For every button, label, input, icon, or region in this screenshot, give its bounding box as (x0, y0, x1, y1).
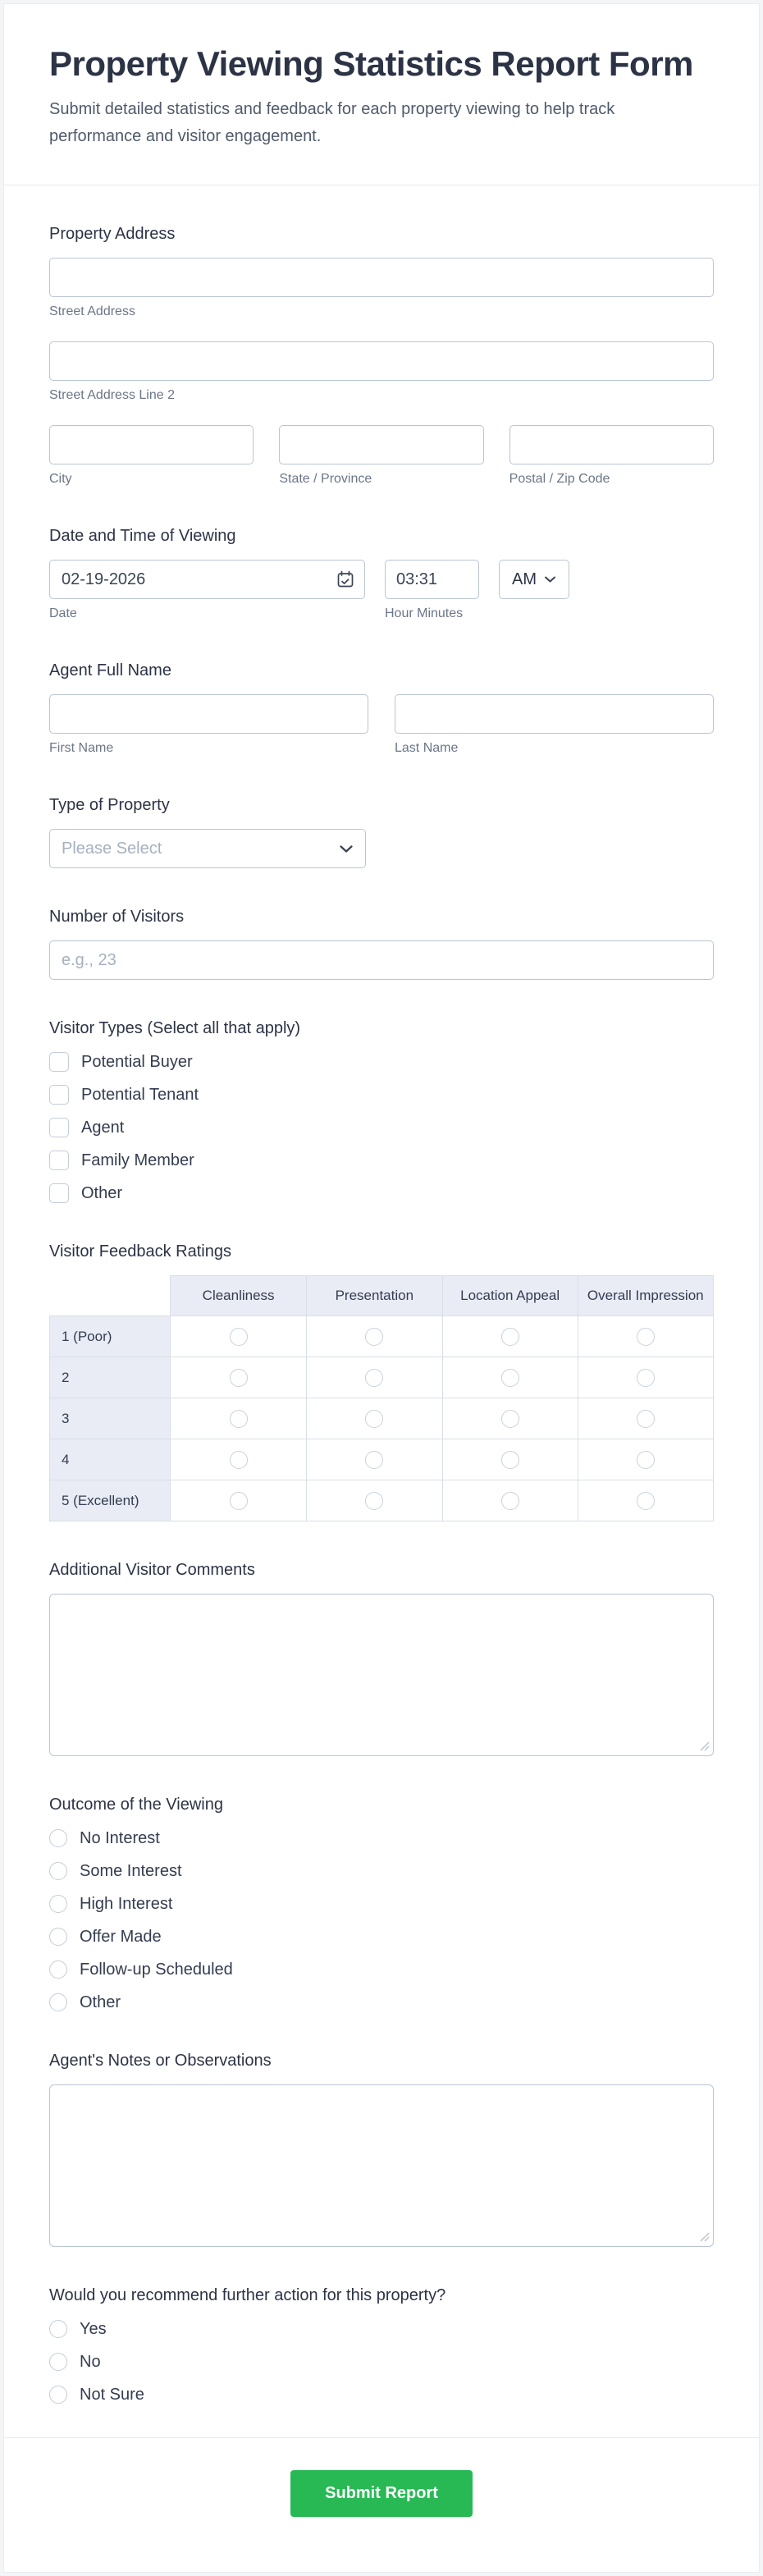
matrix-radio[interactable] (365, 1410, 383, 1428)
street-address2-sublabel: Street Address Line 2 (49, 388, 175, 403)
city-sublabel: City (49, 472, 72, 487)
question-label: Would you recommend further action for this property? (49, 2286, 446, 2305)
question-label: Outcome of the Viewing (49, 1796, 223, 1814)
checkbox-control[interactable] (49, 1085, 69, 1105)
notes-textarea[interactable] (49, 2084, 714, 2247)
question-label: Property Address (49, 225, 176, 244)
matrix-radio[interactable] (501, 1328, 519, 1346)
matrix-row-label: 1 (Poor) (50, 1316, 171, 1357)
radio-option[interactable] (49, 1960, 714, 1979)
matrix-cell (578, 1439, 713, 1480)
matrix-cell (306, 1439, 442, 1480)
matrix-cell (306, 1398, 442, 1439)
street-address-row (49, 258, 714, 320)
radio-control[interactable] (49, 1895, 67, 1913)
question-label: Additional Visitor Comments (49, 1561, 255, 1580)
question-property-address (49, 223, 714, 487)
form-card (3, 3, 760, 2573)
matrix-row-label: 2 (50, 1357, 171, 1398)
matrix-cell (578, 1357, 713, 1398)
radio-option[interactable] (49, 2352, 714, 2372)
datetime-row (49, 560, 714, 622)
matrix-cell (171, 1439, 307, 1480)
matrix-corner-cell (50, 1276, 171, 1316)
matrix-column-header: Location Appeal (442, 1276, 578, 1316)
radio-control[interactable] (49, 2353, 67, 2371)
matrix-cell (171, 1398, 307, 1439)
question-visitor-types (49, 1018, 714, 1203)
state-sublabel: State / Province (279, 472, 372, 487)
option-label: Not Sure (80, 2386, 144, 2404)
matrix-radio[interactable] (501, 1369, 519, 1387)
matrix-radio[interactable] (365, 1451, 383, 1469)
form-subtitle: Submit detailed statistics and feedback for each property viewing to help track performance and visitor engagement. (49, 100, 615, 146)
street-address2-row (49, 341, 714, 404)
option-label: Family Member (81, 1151, 194, 1170)
name-row (49, 694, 714, 757)
last-name-field (395, 694, 714, 757)
matrix-radio[interactable] (230, 1492, 248, 1510)
radio-option[interactable] (49, 1861, 714, 1881)
checkbox-control[interactable] (49, 1183, 69, 1203)
time-field (385, 560, 479, 622)
question-outcome (49, 1794, 714, 2012)
question-agent-notes (49, 2050, 714, 2247)
matrix-column-header: Overall Impression (578, 1276, 713, 1316)
matrix-row-label: 3 (50, 1398, 171, 1439)
street-address-sublabel: Street Address (49, 304, 135, 319)
postal-field (509, 425, 714, 487)
matrix-row (50, 1439, 714, 1480)
time-input[interactable] (385, 560, 479, 599)
option-label: High Interest (80, 1895, 173, 1914)
matrix-row (50, 1480, 714, 1521)
question-datetime (49, 525, 714, 622)
checkbox-control[interactable] (49, 1052, 69, 1072)
matrix-row (50, 1357, 714, 1398)
matrix-radio[interactable] (501, 1451, 519, 1469)
matrix-cell (442, 1316, 578, 1357)
question-property-type (49, 794, 714, 868)
matrix-radio[interactable] (501, 1492, 519, 1510)
option-label: Some Interest (80, 1862, 182, 1881)
matrix-radio[interactable] (230, 1410, 248, 1428)
chevron-down-icon (544, 575, 556, 583)
option-label: Potential Tenant (81, 1086, 199, 1105)
option-label: Potential Buyer (81, 1053, 193, 1072)
option-label: Agent (81, 1119, 125, 1137)
option-label: Other (81, 1184, 123, 1203)
option-label: Offer Made (80, 1928, 162, 1947)
postal-sublabel: Postal / Zip Code (509, 472, 610, 487)
matrix-cell (578, 1398, 713, 1439)
matrix-radio[interactable] (230, 1451, 248, 1469)
matrix-cell (578, 1480, 713, 1521)
radio-control[interactable] (49, 2386, 67, 2404)
matrix-radio[interactable] (365, 1369, 383, 1387)
radio-option[interactable] (49, 1927, 714, 1947)
matrix-column-header: Presentation (306, 1276, 442, 1316)
matrix-radio[interactable] (637, 1451, 655, 1469)
radio-control[interactable] (49, 1993, 67, 2011)
agent-notes-field (49, 2084, 714, 2247)
matrix-radio[interactable] (637, 1328, 655, 1346)
radio-option[interactable] (49, 1828, 714, 1848)
form-header (4, 4, 759, 150)
comments-field (49, 1594, 714, 1756)
time-sublabel: Hour Minutes (385, 606, 464, 621)
option-label: No (80, 2353, 101, 2372)
city-input[interactable] (49, 425, 254, 464)
form-body (4, 185, 759, 2404)
last-name-input[interactable] (395, 694, 714, 734)
radio-option[interactable] (49, 2385, 714, 2404)
radio-option[interactable] (49, 2319, 714, 2339)
checkbox-option[interactable] (49, 1085, 714, 1105)
matrix-row (50, 1316, 714, 1357)
matrix-radio[interactable] (637, 1492, 655, 1510)
option-label: Yes (80, 2320, 107, 2339)
question-comments (49, 1559, 714, 1756)
option-label: No Interest (80, 1829, 160, 1848)
radio-option[interactable] (49, 1894, 714, 1914)
matrix-radio[interactable] (501, 1410, 519, 1428)
select-placeholder: Please Select (62, 839, 162, 858)
question-recommend (49, 2285, 714, 2404)
radio-group-outcome (49, 1828, 714, 2012)
option-label: Follow-up Scheduled (80, 1961, 233, 1979)
street-address2-input[interactable] (49, 341, 714, 381)
matrix-radio[interactable] (365, 1328, 383, 1346)
matrix-cell (171, 1316, 307, 1357)
last-name-sublabel: Last Name (395, 741, 459, 756)
checkbox-option[interactable] (49, 1151, 714, 1170)
postal-input[interactable] (509, 425, 714, 464)
question-label: Number of Visitors (49, 908, 185, 927)
question-label: Agent's Notes or Observations (49, 2052, 272, 2070)
first-name-field (49, 694, 368, 757)
question-label: Visitor Types (Select all that apply) (49, 1019, 301, 1038)
resize-handle-icon[interactable] (700, 2232, 710, 2242)
matrix-radio[interactable] (365, 1492, 383, 1510)
question-label: Date and Time of Viewing (49, 527, 236, 546)
date-sublabel: Date (49, 606, 77, 621)
resize-handle-icon[interactable] (700, 1741, 710, 1751)
radio-control[interactable] (49, 1829, 67, 1847)
matrix-table (49, 1275, 714, 1521)
matrix-cell (171, 1357, 307, 1398)
matrix-radio[interactable] (637, 1410, 655, 1428)
matrix-radio[interactable] (230, 1369, 248, 1387)
matrix-radio[interactable] (230, 1328, 248, 1346)
city-field (49, 425, 254, 487)
question-visitors (49, 906, 714, 980)
matrix-cell (442, 1357, 578, 1398)
state-input[interactable] (279, 425, 483, 464)
matrix-column-header: Cleanliness (171, 1276, 307, 1316)
matrix-radio[interactable] (637, 1369, 655, 1387)
chevron-down-icon (339, 844, 354, 853)
matrix-cell (442, 1398, 578, 1439)
date-input[interactable] (49, 560, 365, 599)
question-agent-name (49, 660, 714, 757)
checkbox-control[interactable] (49, 1118, 69, 1137)
checkbox-option[interactable] (49, 1052, 714, 1072)
city-state-postal-row (49, 425, 714, 487)
matrix-cell (306, 1357, 442, 1398)
matrix-cell (306, 1316, 442, 1357)
radio-control[interactable] (49, 1928, 67, 1946)
matrix-cell (442, 1439, 578, 1480)
radio-option[interactable] (49, 1993, 714, 2012)
question-label: Visitor Feedback Ratings (49, 1242, 231, 1261)
first-name-input[interactable] (49, 694, 368, 734)
matrix-row-label: 5 (Excellent) (50, 1480, 171, 1521)
matrix-cell (578, 1316, 713, 1357)
option-label: Other (80, 1993, 121, 2012)
submit-button[interactable]: Submit Report (290, 2470, 473, 2517)
matrix-row-label: 4 (50, 1439, 171, 1480)
checkbox-option[interactable] (49, 1183, 714, 1203)
date-field (49, 560, 365, 622)
matrix-cell (306, 1480, 442, 1521)
calendar-icon[interactable] (336, 570, 354, 588)
radio-control[interactable] (49, 1862, 67, 1880)
radio-group-recommend (49, 2319, 714, 2404)
question-ratings (49, 1241, 714, 1521)
visitors-input[interactable] (49, 940, 714, 980)
matrix-cell (442, 1480, 578, 1521)
ampm-select[interactable] (499, 560, 569, 599)
checkbox-control[interactable] (49, 1151, 69, 1170)
state-field (279, 425, 483, 487)
ampm-value: AM (512, 570, 537, 588)
radio-control[interactable] (49, 2320, 67, 2338)
matrix-row (50, 1398, 714, 1439)
street-address-input[interactable] (49, 258, 714, 297)
checkbox-group (49, 1052, 714, 1203)
comments-textarea[interactable] (49, 1594, 714, 1756)
matrix-cell (171, 1480, 307, 1521)
submit-section (4, 2438, 759, 2560)
checkbox-option[interactable] (49, 1118, 714, 1137)
radio-control[interactable] (49, 1961, 67, 1979)
question-label: Type of Property (49, 796, 170, 815)
first-name-sublabel: First Name (49, 741, 114, 756)
question-label: Agent Full Name (49, 661, 171, 680)
form-title: Property Viewing Statistics Report Form (49, 44, 693, 83)
property-type-select[interactable] (49, 829, 366, 868)
